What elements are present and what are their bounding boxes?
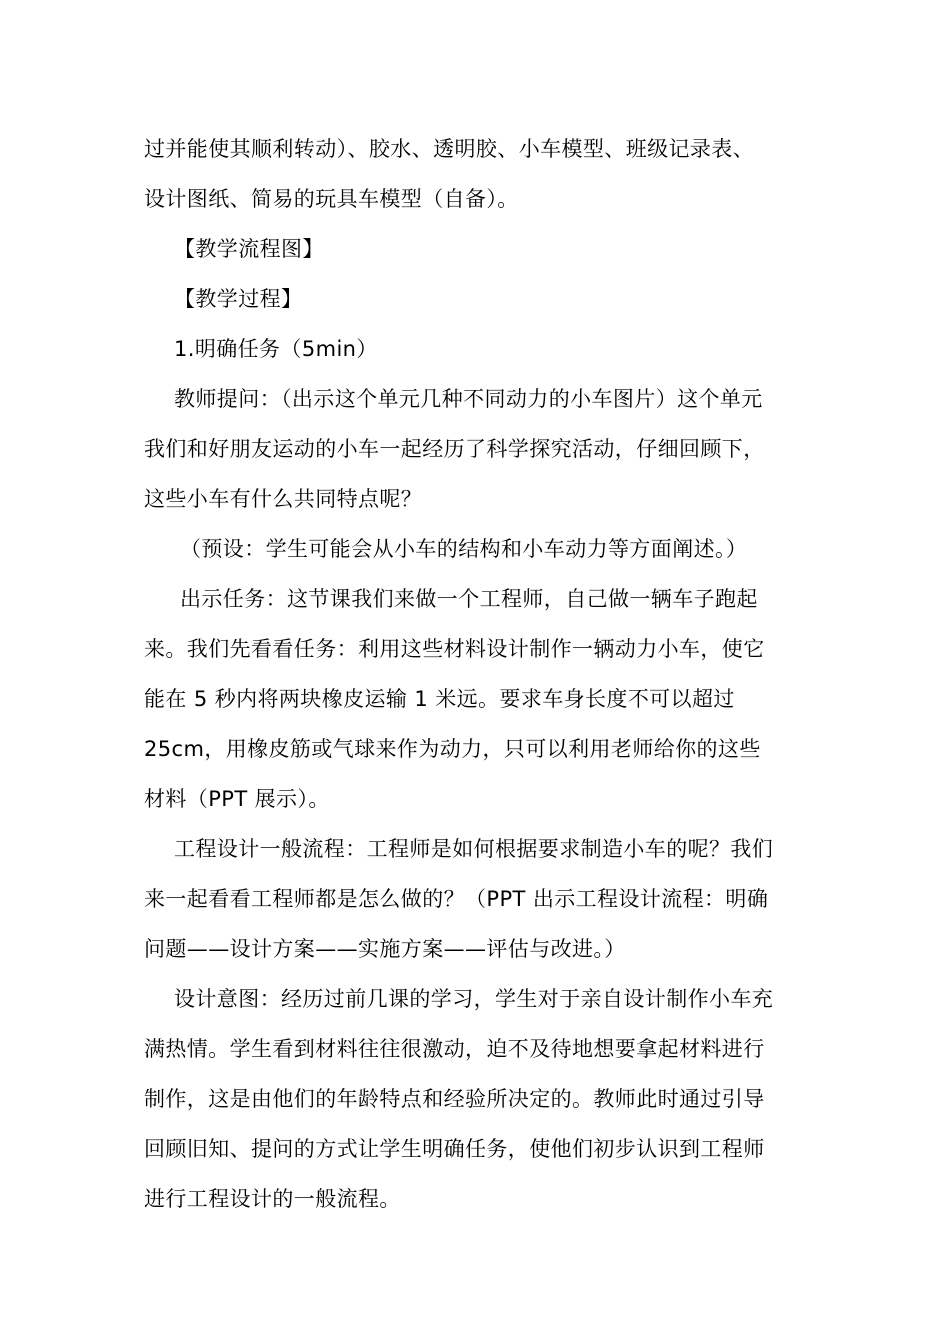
text-line: （预设：学生可能会从小车的结构和小车动力等方面阐述。） — [180, 537, 748, 561]
text-line: 能在 5 秒内将两块橡皮运输 1 米远。要求车身长度不可以超过 — [144, 687, 735, 711]
text-line: 来。我们先看看任务：利用这些材料设计制作一辆动力小车，使它 — [144, 637, 765, 661]
text-line: 这些小车有什么共同特点呢？ — [144, 487, 423, 511]
text-line: 我们和好朋友运动的小车一起经历了科学探究活动，仔细回顾下， — [144, 437, 765, 461]
text-line: 进行工程设计的一般流程。 — [144, 1187, 401, 1211]
text-line: 来一起看看工程师都是怎么做的？（PPT 出示工程设计流程：明确 — [144, 887, 769, 911]
text-line: 满热情。学生看到材料往往很激动，迫不及待地想要拿起材料进行 — [144, 1037, 765, 1061]
step-heading: 1.明确任务（5min） — [174, 337, 378, 361]
document-body — [144, 124, 808, 1224]
text-line: 设计图纸、简易的玩具车模型（自备）。 — [144, 187, 519, 211]
text-line: 工程设计一般流程：工程师是如何根据要求制造小车的呢？我们 — [174, 837, 774, 861]
section-heading-flowchart: 【教学流程图】 — [174, 237, 324, 261]
text-line: 25cm，用橡皮筋或气球来作为动力，只可以利用老师给你的这些 — [144, 737, 761, 761]
text-line: 问题——设计方案——实施方案——评估与改进。） — [144, 937, 626, 961]
text-line: 制作，这是由他们的年龄特点和经验所决定的。教师此时通过引导 — [144, 1087, 765, 1111]
text-line: 过并能使其顺利转动）、胶水、透明胶、小车模型、班级记录表、 — [144, 137, 755, 161]
text-line: 设计意图：经历过前几课的学习，学生对于亲自设计制作小车充 — [174, 987, 774, 1011]
text-line: 回顾旧知、提问的方式让学生明确任务，使他们初步认识到工程师 — [144, 1137, 765, 1161]
text-line: 教师提问：（出示这个单元几种不同动力的小车图片）这个单元 — [174, 387, 763, 411]
text-line: 出示任务：这节课我们来做一个工程师，自己做一辆车子跑起 — [180, 587, 758, 611]
section-heading-process: 【教学过程】 — [174, 287, 303, 311]
text-line: 材料（PPT 展示）。 — [144, 787, 330, 811]
